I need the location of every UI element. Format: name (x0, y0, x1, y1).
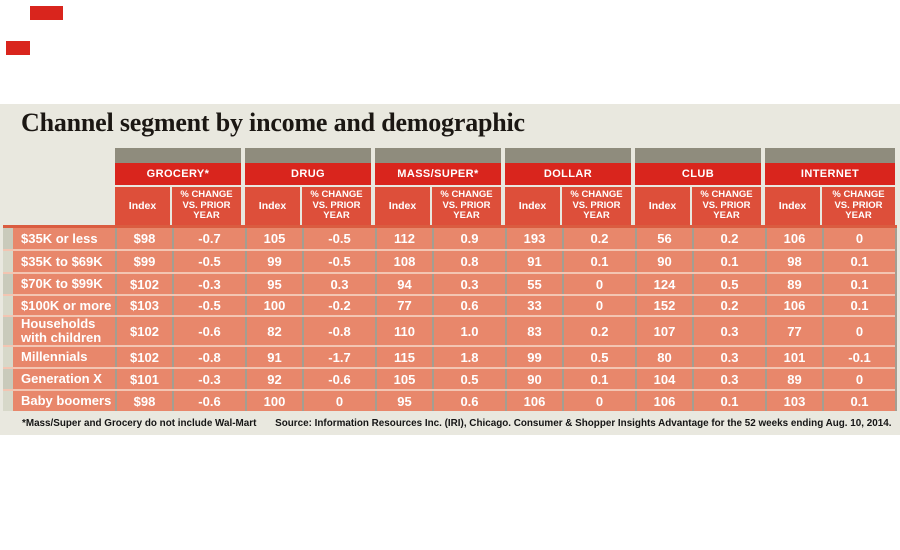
header-gray-bar (375, 148, 501, 163)
pct-change-header: % CHANGE VS. PRIOR YEAR (822, 187, 895, 225)
pct-change-cell: -0.6 (172, 391, 245, 411)
index-cell: 91 (505, 251, 562, 272)
pct-change-cell: 0.1 (692, 251, 765, 272)
header-gray-bar (635, 148, 761, 163)
index-cell: 115 (375, 347, 432, 367)
header-gray-bar (765, 148, 895, 163)
table-body (3, 228, 897, 411)
index-cell: 94 (375, 274, 432, 294)
pct-change-cell: 0.2 (562, 317, 635, 345)
pct-change-cell: 0.8 (432, 251, 505, 272)
pct-change-header: % CHANGE VS. PRIOR YEAR (692, 187, 761, 225)
index-cell: 92 (245, 369, 302, 389)
row-edge-strip (3, 347, 13, 367)
sub-header-row (505, 187, 631, 225)
pct-change-cell: 0.2 (562, 228, 635, 249)
footnote (22, 417, 891, 429)
column-group-label: INTERNET (765, 163, 895, 185)
column-group-label: GROCERY* (115, 163, 241, 185)
index-cell: $103 (115, 296, 172, 315)
pct-change-header: % CHANGE VS. PRIOR YEAR (562, 187, 631, 225)
sub-header-row (115, 187, 241, 225)
row-edge-strip (3, 228, 13, 249)
table-row (3, 369, 895, 391)
row-edge-strip (3, 391, 13, 411)
header-gray-bar (245, 148, 371, 163)
pct-change-cell: 0.6 (432, 296, 505, 315)
index-header: Index (375, 187, 430, 225)
index-cell: 103 (765, 391, 822, 411)
index-cell: 193 (505, 228, 562, 249)
index-cell: $98 (115, 391, 172, 411)
index-cell: 106 (505, 391, 562, 411)
index-cell: 83 (505, 317, 562, 345)
row-label: $35K to $69K (13, 251, 115, 272)
index-cell: 89 (765, 369, 822, 389)
pct-change-cell: 0.1 (822, 274, 895, 294)
index-cell: 99 (505, 347, 562, 367)
row-label: Millennials (13, 347, 115, 367)
pct-change-cell: -0.8 (172, 347, 245, 367)
sub-header-row (765, 187, 895, 225)
column-group (765, 148, 895, 225)
index-cell: 55 (505, 274, 562, 294)
pct-change-cell: 0.2 (692, 296, 765, 315)
index-cell: $101 (115, 369, 172, 389)
pct-change-cell: 1.8 (432, 347, 505, 367)
index-cell: 106 (765, 296, 822, 315)
column-group (505, 148, 635, 225)
index-header: Index (505, 187, 560, 225)
index-header: Index (765, 187, 820, 225)
column-group (375, 148, 505, 225)
column-group (245, 148, 375, 225)
table-row (3, 228, 895, 251)
row-label: Baby boomers (13, 391, 115, 411)
header-gray-bar (115, 148, 241, 163)
column-group-label: DOLLAR (505, 163, 631, 185)
index-cell: $99 (115, 251, 172, 272)
index-cell: 82 (245, 317, 302, 345)
row-edge-strip (3, 251, 13, 272)
table-row (3, 347, 895, 369)
pct-change-cell: -0.3 (172, 274, 245, 294)
index-header: Index (115, 187, 170, 225)
pct-change-cell: 0.9 (432, 228, 505, 249)
row-label: $70K to $99K (13, 274, 115, 294)
pct-change-cell: -0.5 (172, 296, 245, 315)
index-cell: 100 (245, 296, 302, 315)
index-cell: 77 (375, 296, 432, 315)
header-gray-bar (505, 148, 631, 163)
index-cell: 80 (635, 347, 692, 367)
column-group (635, 148, 765, 225)
column-group-label: MASS/SUPER* (375, 163, 501, 185)
table-row (3, 251, 895, 274)
column-group (115, 148, 245, 225)
index-header: Index (245, 187, 300, 225)
column-group-label: CLUB (635, 163, 761, 185)
row-label: $35K or less (13, 228, 115, 249)
index-cell: 124 (635, 274, 692, 294)
pct-change-cell: -0.7 (172, 228, 245, 249)
index-cell: 101 (765, 347, 822, 367)
index-cell: 104 (635, 369, 692, 389)
index-cell: 112 (375, 228, 432, 249)
pct-change-cell: 0.1 (822, 296, 895, 315)
pct-change-cell: -0.5 (302, 251, 375, 272)
index-cell: 90 (635, 251, 692, 272)
index-cell: 91 (245, 347, 302, 367)
index-cell: 105 (375, 369, 432, 389)
index-cell: 108 (375, 251, 432, 272)
row-label: Generation X (13, 369, 115, 389)
pct-change-cell: 0 (302, 391, 375, 411)
sub-header-row (245, 187, 371, 225)
pct-change-cell: 1.0 (432, 317, 505, 345)
pct-change-cell: 0 (562, 296, 635, 315)
page-title: Channel segment by income and demographic (21, 108, 525, 137)
row-edge-strip (3, 296, 13, 315)
pct-change-cell: 0.3 (302, 274, 375, 294)
index-cell: 98 (765, 251, 822, 272)
table-row (3, 296, 895, 317)
index-cell: $102 (115, 347, 172, 367)
pct-change-cell: -0.6 (302, 369, 375, 389)
table-row (3, 391, 895, 411)
index-cell: 90 (505, 369, 562, 389)
table-header (115, 148, 895, 225)
pct-change-cell: 0.3 (432, 274, 505, 294)
pct-change-cell: -0.6 (172, 317, 245, 345)
red-corner-mark-top (30, 6, 63, 20)
index-cell: 56 (635, 228, 692, 249)
pct-change-cell: -0.5 (172, 251, 245, 272)
index-cell: 105 (245, 228, 302, 249)
pct-change-cell: 0.5 (692, 274, 765, 294)
pct-change-header: % CHANGE VS. PRIOR YEAR (302, 187, 371, 225)
pct-change-header: % CHANGE VS. PRIOR YEAR (172, 187, 241, 225)
table-row (3, 317, 895, 347)
red-corner-mark-left (6, 41, 30, 55)
pct-change-cell: 0.6 (432, 391, 505, 411)
index-cell: 33 (505, 296, 562, 315)
index-cell: 106 (765, 228, 822, 249)
pct-change-cell: 0 (822, 317, 895, 345)
index-cell: $102 (115, 317, 172, 345)
index-cell: 106 (635, 391, 692, 411)
pct-change-cell: -1.7 (302, 347, 375, 367)
footnote-source: Source: Information Resources Inc. (IRI), Chicago. Consumer & Shopper Insights Advantage for the 52 weeks ending Aug. 10, 2014. (275, 417, 892, 429)
pct-change-cell: 0.2 (692, 228, 765, 249)
pct-change-cell: 0.5 (562, 347, 635, 367)
index-cell: 77 (765, 317, 822, 345)
pct-change-cell: 0.1 (822, 251, 895, 272)
column-group-label: DRUG (245, 163, 371, 185)
pct-change-cell: 0.5 (432, 369, 505, 389)
index-cell: 95 (375, 391, 432, 411)
index-cell: $98 (115, 228, 172, 249)
pct-change-header: % CHANGE VS. PRIOR YEAR (432, 187, 501, 225)
row-label: Households with children (13, 317, 115, 345)
index-cell: $102 (115, 274, 172, 294)
row-edge-strip (3, 369, 13, 389)
index-cell: 107 (635, 317, 692, 345)
pct-change-cell: 0 (562, 274, 635, 294)
pct-change-cell: 0.3 (692, 317, 765, 345)
row-edge-strip (3, 317, 13, 345)
pct-change-cell: 0.1 (562, 251, 635, 272)
pct-change-cell: 0.1 (822, 391, 895, 411)
pct-change-cell: -0.2 (302, 296, 375, 315)
table-row (3, 274, 895, 296)
index-cell: 110 (375, 317, 432, 345)
pct-change-cell: -0.8 (302, 317, 375, 345)
pct-change-cell: -0.3 (172, 369, 245, 389)
index-cell: 89 (765, 274, 822, 294)
pct-change-cell: 0.3 (692, 347, 765, 367)
row-edge-strip (3, 274, 13, 294)
pct-change-cell: -0.5 (302, 228, 375, 249)
pct-change-cell: 0 (822, 228, 895, 249)
pct-change-cell: 0.3 (692, 369, 765, 389)
infographic-panel (0, 104, 900, 435)
index-cell: 95 (245, 274, 302, 294)
index-cell: 152 (635, 296, 692, 315)
pct-change-cell: 0 (822, 369, 895, 389)
pct-change-cell: -0.1 (822, 347, 895, 367)
index-cell: 100 (245, 391, 302, 411)
index-header: Index (635, 187, 690, 225)
sub-header-row (635, 187, 761, 225)
footnote-note: *Mass/Super and Grocery do not include Wal-Mart (22, 417, 257, 429)
pct-change-cell: 0.1 (562, 369, 635, 389)
index-cell: 99 (245, 251, 302, 272)
pct-change-cell: 0.1 (692, 391, 765, 411)
sub-header-row (375, 187, 501, 225)
pct-change-cell: 0 (562, 391, 635, 411)
row-label: $100K or more (13, 296, 115, 315)
